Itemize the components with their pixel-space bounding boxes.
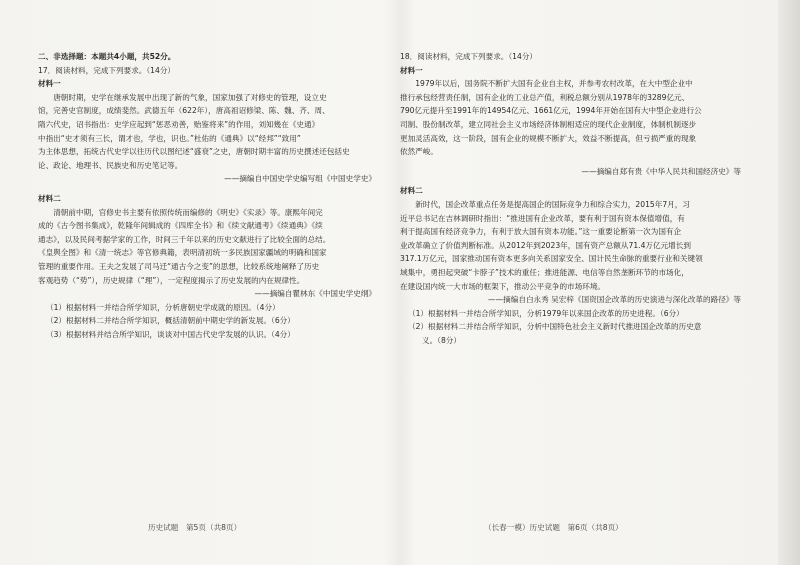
material-1-line: 推行承包经营责任制，国有企业的工业总产值，利税总额分别从1978年的3289亿元、 xyxy=(400,92,690,102)
material-1-source: ——摘编自郑有贵《中华人民共和国经济史》等 xyxy=(581,166,741,176)
question-18-title: 18．阅读材料，完成下列要求。（14分） xyxy=(400,52,538,61)
material-1-line: 更加灵活高效，这一阶段，国有企业的规模不断扩大，效益不断提高，但亏损严重的现象 xyxy=(400,133,697,143)
material-1-line: 1979年以后，国务院不断扩大国有企业自主权，并参考农村改革，在大中型企业中 xyxy=(415,79,693,89)
material-2-line: 成的《古今图书集成》，乾隆年间辑成的《四库全书》和《续文献通考》《续通典》《续 xyxy=(38,221,323,231)
material-2-line: 近平总书记在吉林调研时指出：“推进国有企业改革，要有利于国有资本保值增值，有 xyxy=(400,213,685,223)
material-1-line: 790亿元提升至1991年的14954亿元、1661亿元，1994年开始在国有大中型企业进行公 xyxy=(400,106,702,116)
material-2-line: 新时代，国企改革重点任务是提高国企的国际竞争力和综合实力，2015年7月，习 xyxy=(415,199,690,209)
right-page xyxy=(400,50,745,347)
material-1-source: ——摘编自中国史学史编写组《中国史学史》 xyxy=(224,174,376,184)
left-page xyxy=(38,50,380,341)
material-2-line: 业改革确立了价值判断标准。从2012年到2023年，国有资产总额从71.4万亿元增长到 xyxy=(400,240,691,250)
material-1-label: 材料一 xyxy=(400,65,423,75)
material-1-line: 论、政论、地理书、民族史和历史笔记等。 xyxy=(38,160,183,170)
material-1-line: 馆，完善史官制度，成绩斐然。武德五年（622年），唐高祖诏修梁、陈、魏、齐、周、 xyxy=(38,106,330,116)
question-17-3: （3）根据材料并结合所学知识，谈谈对中国古代史学发展的认识。（4分） xyxy=(46,329,295,339)
material-1-line: 中指出“史才须有三长，谓才也，学也，识也。”杜佑的《通典》以“经邦”“致用” xyxy=(38,133,301,143)
question-17-title: 17．阅读材料，完成下列要求。（14分） xyxy=(38,65,176,75)
material-2-line: 利于提高国有经济竞争力，有利于放大国有资本功能。”这一重要论断第一次为国有企 xyxy=(400,227,682,237)
material-2-line: 在建设国内统一大市场的框架下，推动公平竞争的市场环境。 xyxy=(400,281,606,291)
question-17-2: （2）根据材料二并结合所学知识，概括清朝前中期史学的新发展。（6分） xyxy=(46,316,295,326)
question-18-1: （1）根据材料一并结合所学知识，分析1979年以来国企改革的历史进程。（6分） xyxy=(408,308,684,318)
material-1-line: 依然严峻。 xyxy=(400,147,438,157)
material-2-line: 管理的重要作用。王夫之发展了司马迁“通古今之变”的思想，比较系统地阐释了历史 xyxy=(38,261,320,271)
right-page-footer: （长春一模）历史试题 第6页（共8页） xyxy=(484,523,623,532)
question-17-1: （1）根据材料一并结合所学知识，分析唐朝史学成就的原因。（4分） xyxy=(46,302,280,312)
material-2-line: 域集中，勇担起突破“卡脖子”技术的重任；推进能源、电信等自然垄断环节的市场化， xyxy=(400,267,689,277)
material-2-line: 《皇舆全图》和《清一统志》等官修典籍，表明清初统一多民族国家疆域的明确和国家 xyxy=(38,248,327,258)
material-1-line: 唐朝时期，史学在继承发展中出现了新的气象，国家加强了对修史的管理，设立史 xyxy=(53,92,327,102)
material-2-line: 317.1万亿元，国家推动国有资本更多向关系国家安全、国计民生命脉的重要行业和关键领 xyxy=(400,254,703,264)
material-1-label: 材料一 xyxy=(38,79,61,89)
left-page-footer: 历史试题 第5页（共8页） xyxy=(148,523,242,532)
material-2-source: ——摘编自瞿林东《中国史学史纲》 xyxy=(254,289,376,299)
section-title: 二、非选择题：本题共4小题，共52分。 xyxy=(38,52,176,61)
material-2-line: 通志》，以及民间考据学家的工作，时间三千年以来的历史文献进行了比较全面的总结。 xyxy=(38,234,331,244)
material-2-label: 材料二 xyxy=(400,186,423,196)
material-1-line: 司制、股份制改革，建立同社会主义市场经济体制相适应的现代企业制度，体制机制逐步 xyxy=(400,119,697,129)
material-2-line: 清朝前中期，官修史书主要有依照传统而编修的《明史》《实录》等。康熙年间完 xyxy=(53,207,323,217)
material-2-label: 材料二 xyxy=(38,193,61,203)
material-2-line: 客观趋势（“势”），历史规律（“理”），一定程度揭示了历史发展的内在规律性。 xyxy=(38,275,305,285)
material-1-line: 为主体思想，拓统古代史学以往历代以图纪述“盛衰”之史，唐朝时期丰富的历史撰述还包括史 xyxy=(38,147,350,157)
material-1-line: 隋六代史，诏书指出：史学应起到“惩恶劝善，贻鉴将来”的作用，刘知幾在《史通》 xyxy=(38,119,320,129)
question-18-2: （2）根据材料二并结合所学知识，分析中国特色社会主义新时代推进国企改革的历史意 xyxy=(408,322,702,332)
material-2-source: ——摘编自白永秀 吴宏梓《国资国企改革的历史演进与深化改革的路径》等 xyxy=(487,295,741,305)
question-18-2-cont: 义。（8分） xyxy=(422,335,461,345)
page-edge-shadow xyxy=(778,0,800,565)
